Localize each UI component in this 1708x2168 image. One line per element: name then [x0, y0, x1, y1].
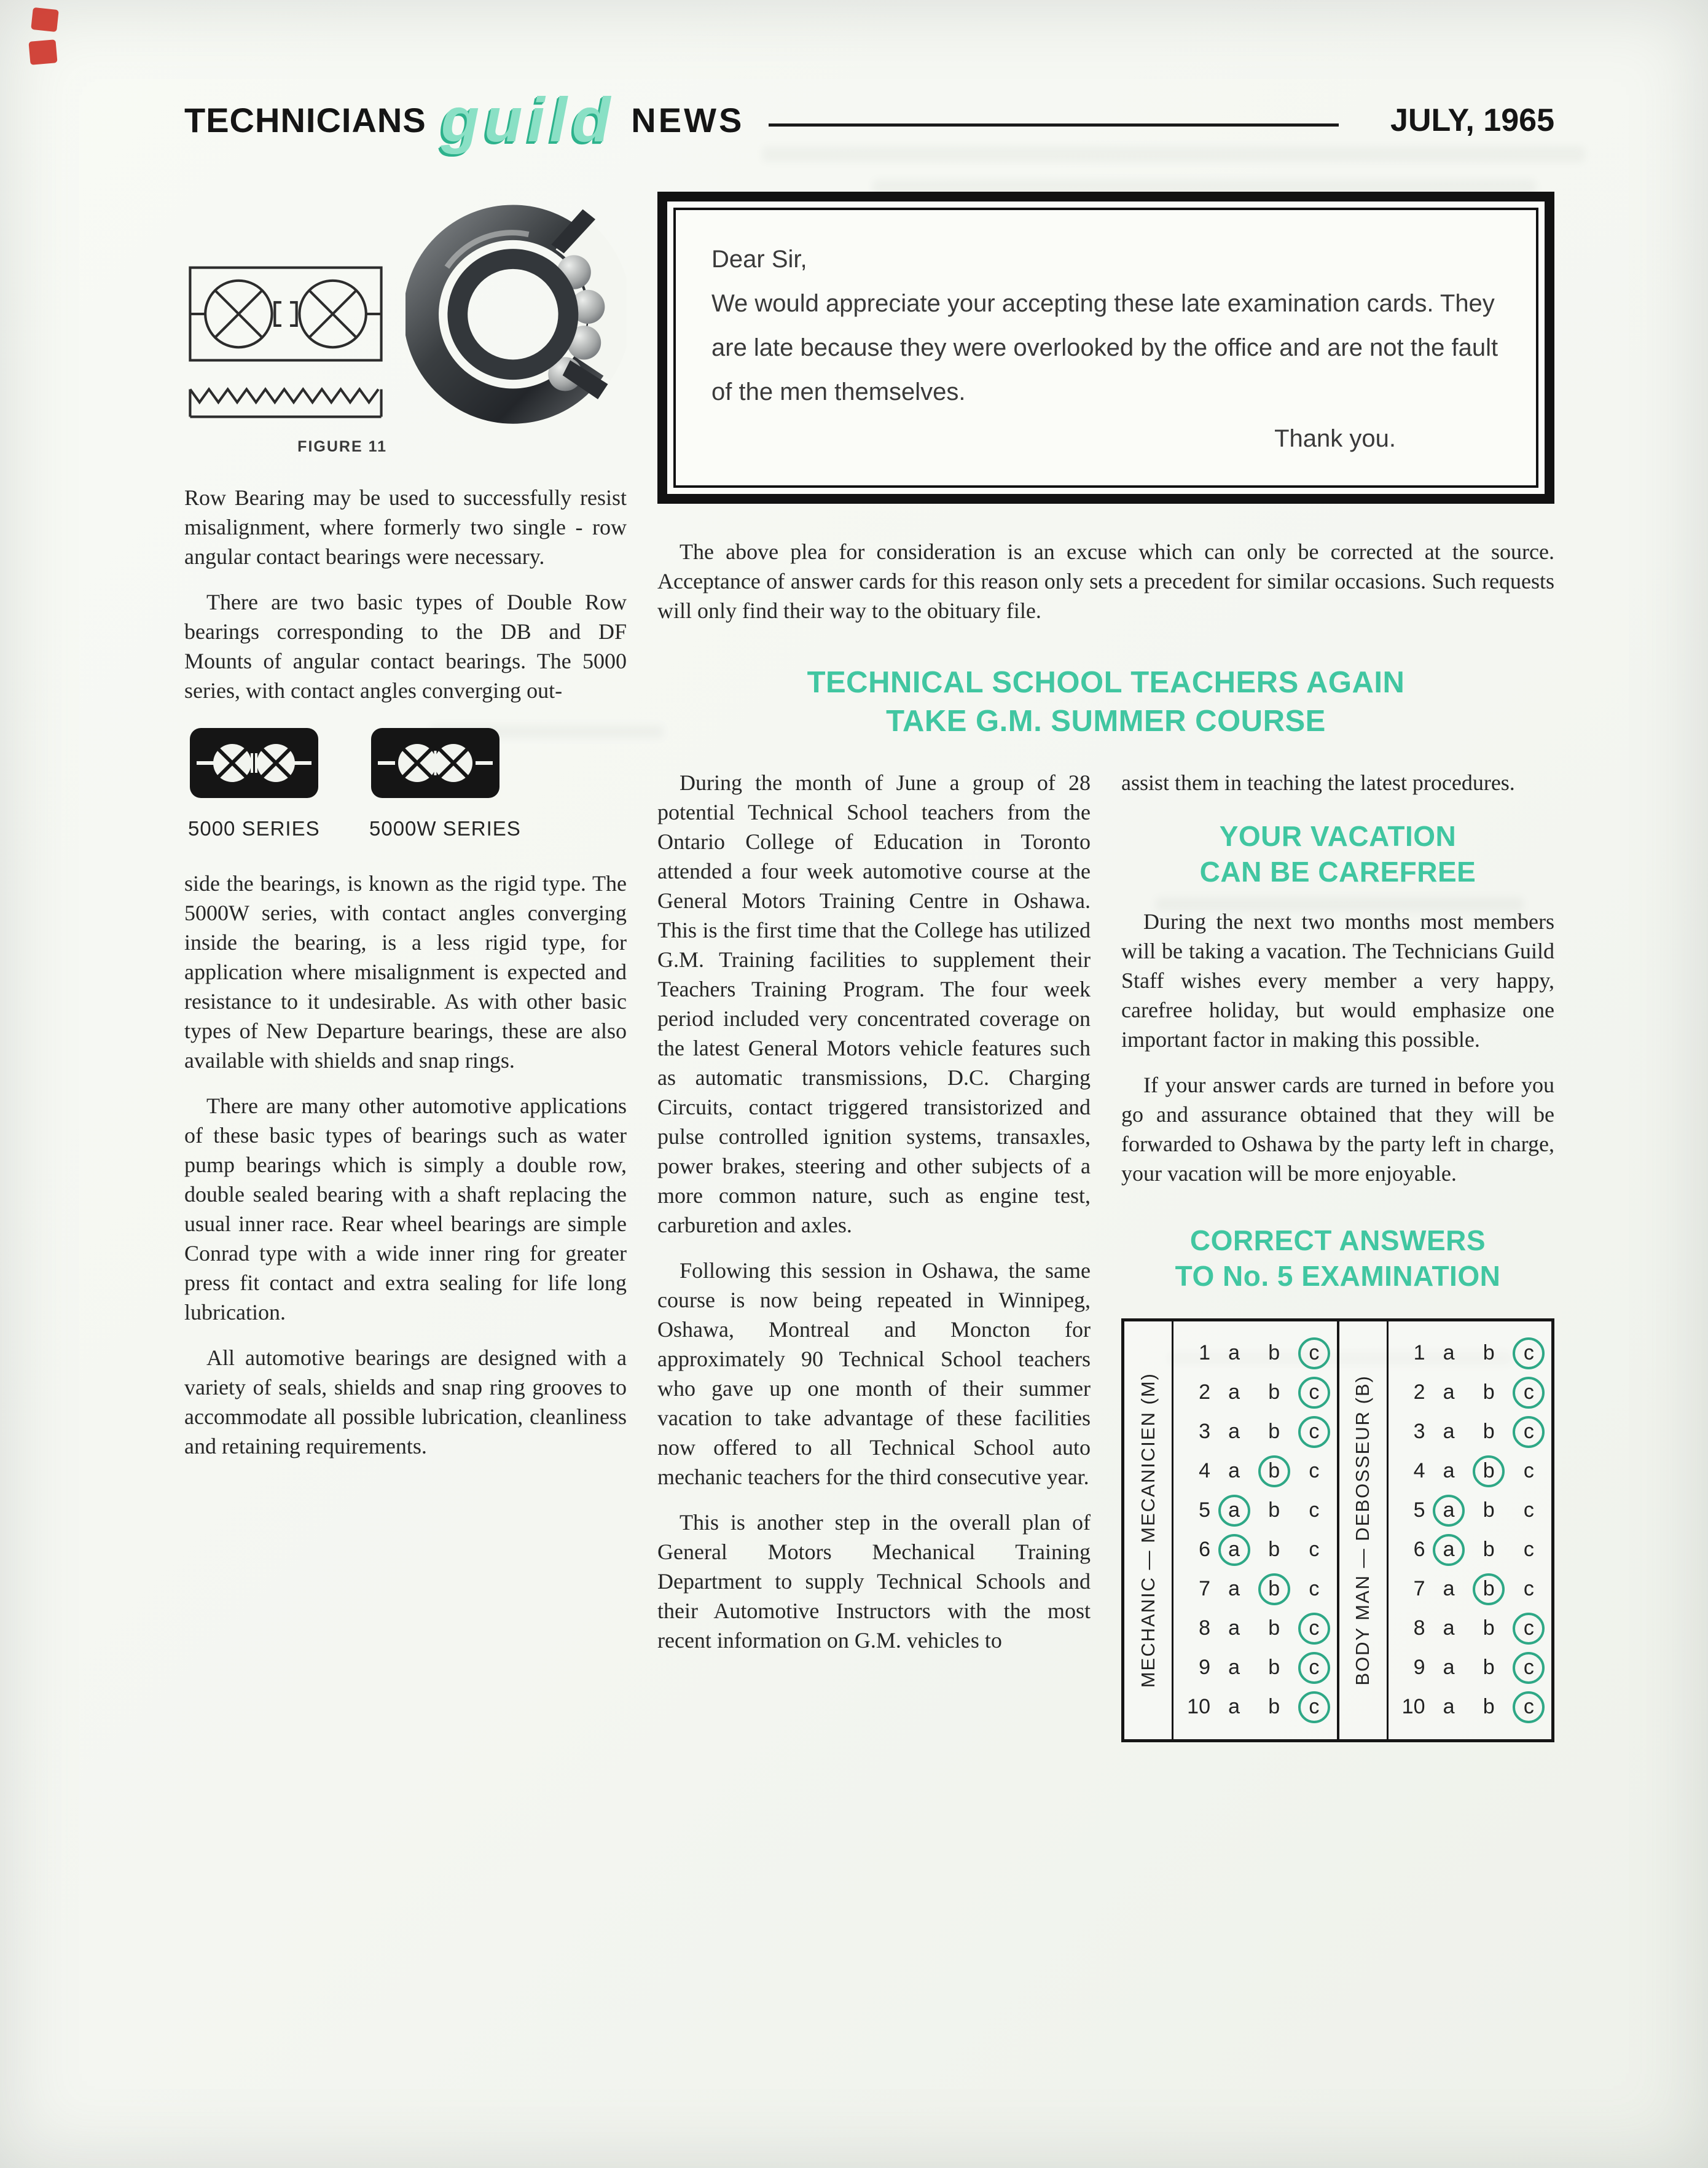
answers-title-line2: TO No. 5 EXAMINATION [1175, 1259, 1501, 1292]
answer-option-b: b [1483, 1341, 1495, 1365]
letter-salutation: Dear Sir, [711, 245, 807, 273]
answer-option-b: b [1268, 1656, 1280, 1680]
masthead-rule [769, 123, 1339, 127]
letter-body: We would appreciate your accepting these late examination cards. They are late because they were overlooked by the office and are not the fault of the men themselves. [711, 289, 1498, 405]
answer-option-a: a [1443, 1459, 1455, 1483]
bearing-photo [405, 192, 627, 456]
answer-option-a: a [1443, 1341, 1455, 1365]
paragraph: Following this session in Oshawa, the same course is now being repeated in Winnipeg, Oshawa, Montreal and Moncton for approximately 90 Technical School teachers who gave up one month of their summer vacation to take advantage of these facilities now offered to all Technical School auto mechanic teachers for the third consecutive year. [657, 1258, 1091, 1489]
figure-11 [184, 192, 627, 456]
vacation-title-line1: YOUR VACATION [1219, 820, 1457, 852]
answer-row [1178, 1688, 1334, 1727]
answer-number: 8 [1413, 1616, 1425, 1640]
answer-option-c: c [1309, 1577, 1320, 1601]
series-label: 5000 SERIES [188, 816, 320, 840]
series-figure-5000w [369, 726, 521, 840]
answer-number: 10 [1401, 1695, 1425, 1719]
vacation-title [1121, 818, 1554, 890]
answer-option-c: c [1309, 1538, 1320, 1562]
answer-option-c: c [1513, 1652, 1545, 1684]
answer-option-c: c [1298, 1613, 1330, 1645]
answer-option-b: b [1268, 1695, 1280, 1719]
answer-row [1393, 1412, 1549, 1452]
answer-option-c: c [1513, 1613, 1545, 1645]
answer-row [1393, 1334, 1549, 1373]
answer-option-b: b [1258, 1573, 1290, 1605]
answer-row [1393, 1491, 1549, 1530]
answer-row [1178, 1412, 1334, 1452]
answer-number: 7 [1199, 1577, 1210, 1601]
answer-panel-bodyman [1337, 1321, 1552, 1739]
article-title [657, 663, 1554, 741]
answer-option-c: c [1523, 1498, 1534, 1522]
answer-number: 3 [1413, 1420, 1425, 1444]
article-paragraphs [657, 768, 1091, 1655]
left-paragraphs-top [184, 483, 627, 705]
answer-number: 9 [1413, 1656, 1425, 1680]
answer-number: 6 [1199, 1538, 1210, 1562]
answer-option-b: b [1483, 1538, 1495, 1562]
answer-rows [1173, 1321, 1337, 1739]
paragraph: There are two basic types of Double Row bearings corresponding to the DB and DF Mounts of angular contact bearings. The 5000 series, with contact angles converging out- [184, 589, 627, 703]
answer-option-b: b [1483, 1498, 1495, 1522]
answer-number: 1 [1199, 1341, 1210, 1365]
answer-row [1178, 1452, 1334, 1491]
paragraph: During the month of June a group of 28 potential Technical School teachers from the Ontario College of Education in Toronto attended a four week automotive course at the General Motors Training Centre in Oshawa. This is the first time that the College has utilized G.M. Training facilities to supplement their Teachers Training Program. The four week period included very concentrated coverage on the latest General Motors vehicle features such as automatic transmissions, D.C. Charging Circuits, contact triggered transistorized and pulse controlled ignition systems, transaxles, power brakes, steering and other subjects of a more common nature, such as engine test, carburetion and axles. [657, 770, 1091, 1237]
paragraph: side the bearings, is known as the rigid type. The 5000W series, with contact angles converging inside the bearing, is a less rigid type, for application where misalignment is expected and resistance to it undesirable. As with other basic types of New Departure bearings, these are also available with shields and snap rings. [184, 871, 627, 1073]
answer-row [1178, 1648, 1334, 1688]
answer-option-a: a [1228, 1577, 1240, 1601]
answer-option-b: b [1473, 1573, 1505, 1605]
answer-row [1178, 1491, 1334, 1530]
answer-row [1178, 1570, 1334, 1609]
answers-title [1121, 1223, 1554, 1294]
answer-option-a: a [1228, 1420, 1240, 1444]
panel-label: MECHANIC — MECANICIEN (M) [1137, 1372, 1159, 1688]
answer-row [1393, 1609, 1549, 1648]
answer-option-b: b [1268, 1498, 1280, 1522]
answer-option-a: a [1228, 1616, 1240, 1640]
answer-option-c: c [1513, 1416, 1545, 1448]
answer-row [1178, 1373, 1334, 1412]
answer-row [1393, 1570, 1549, 1609]
answers-title-line1: CORRECT ANSWERS [1189, 1224, 1486, 1256]
article-title-line1: TECHNICAL SCHOOL TEACHERS AGAIN [807, 665, 1405, 699]
letter-closing: Thank you. [1274, 425, 1396, 452]
answer-option-a: a [1433, 1495, 1465, 1527]
masthead-section: NEWS [631, 101, 745, 140]
masthead [184, 85, 1554, 155]
answer-row [1393, 1530, 1549, 1570]
answer-option-a: a [1443, 1577, 1455, 1601]
answer-option-c: c [1513, 1377, 1545, 1409]
answer-option-b: b [1483, 1420, 1495, 1444]
answer-option-b: b [1473, 1455, 1505, 1487]
answer-option-b: b [1268, 1538, 1280, 1562]
answer-option-a: a [1228, 1341, 1240, 1365]
answer-option-c: c [1309, 1459, 1320, 1483]
answer-option-b: b [1483, 1695, 1495, 1719]
answer-number: 2 [1413, 1380, 1425, 1404]
answer-rows [1389, 1321, 1552, 1739]
answer-table [1121, 1318, 1554, 1742]
answer-option-c: c [1298, 1337, 1330, 1369]
answer-option-b: b [1483, 1380, 1495, 1404]
answer-option-a: a [1218, 1495, 1250, 1527]
answer-option-c: c [1513, 1337, 1545, 1369]
answer-number: 6 [1413, 1538, 1425, 1562]
answer-option-c: c [1513, 1691, 1545, 1723]
answer-number: 5 [1413, 1498, 1425, 1522]
answer-option-a: a [1433, 1534, 1465, 1566]
vacation-title-line2: CAN BE CAREFREE [1199, 855, 1476, 888]
series-label: 5000W SERIES [369, 816, 521, 840]
answer-option-c: c [1298, 1691, 1330, 1723]
answer-number: 10 [1187, 1695, 1210, 1719]
answer-option-a: a [1443, 1656, 1455, 1680]
paragraph: This is another step in the overall plan of General Motors Mechanical Training Department to supply Technical Schools and their Automotive Instructors with the most recent information on G.M. vehicles to [657, 1509, 1091, 1653]
paragraph: All automotive bearings are designed with a variety of seals, shields and snap ring grooves to accommodate all possible lubrication, cleanliness and retaining requirements. [184, 1345, 627, 1458]
answer-row [1178, 1609, 1334, 1648]
answer-option-a: a [1218, 1534, 1250, 1566]
paragraph: There are many other automotive applications of these basic types of bearings such as water pump bearings which is simply a double row, double sealed bearing with a shaft replacing the usual inner race. Rear wheel bearings are simple Conrad type with a wide inner ring for greater press fit contact and extra sealing for life long lubrication. [184, 1093, 627, 1325]
answer-option-c: c [1298, 1416, 1330, 1448]
bearing-symbol-5000w-icon [369, 726, 501, 800]
answer-option-b: b [1483, 1616, 1495, 1640]
issue-date: JULY, 1965 [1390, 102, 1554, 138]
answer-option-c: c [1309, 1498, 1320, 1522]
answer-row [1178, 1530, 1334, 1570]
masthead-brand: TECHNICIANS [184, 101, 426, 140]
answer-number: 4 [1199, 1459, 1210, 1483]
letter-box [657, 192, 1554, 504]
answer-option-a: a [1443, 1380, 1455, 1404]
answer-option-c: c [1523, 1577, 1534, 1601]
answer-option-b: b [1258, 1455, 1290, 1487]
plea-paragraph: The above plea for consideration is an excuse which can only be corrected at the source. Acceptance of answer cards for this reason only sets a precedent for similar occasions. Such requests will only find their way to the obituary file. [657, 539, 1554, 623]
answer-option-b: b [1268, 1420, 1280, 1444]
left-paragraphs-bottom [184, 869, 627, 1461]
letter-inner-frame [673, 208, 1538, 488]
answer-option-a: a [1228, 1656, 1240, 1680]
series-figures [188, 726, 627, 840]
answer-row [1178, 1334, 1334, 1373]
answer-row [1393, 1373, 1549, 1412]
answer-option-c: c [1298, 1377, 1330, 1409]
right-area [657, 192, 1554, 1742]
series-figure-5000 [188, 726, 320, 840]
answer-number: 3 [1199, 1420, 1210, 1444]
answer-option-c: c [1523, 1459, 1534, 1483]
answer-number: 4 [1413, 1459, 1425, 1483]
answer-option-b: b [1483, 1656, 1495, 1680]
article-title-line2: TAKE G.M. SUMMER COURSE [886, 704, 1326, 738]
answer-option-a: a [1443, 1695, 1455, 1719]
answer-option-b: b [1268, 1616, 1280, 1640]
left-column [184, 192, 627, 1742]
answer-row [1393, 1688, 1549, 1727]
middle-column [657, 768, 1091, 1742]
answer-panel-mechanic [1124, 1321, 1337, 1739]
paragraph: If your answer cards are turned in before you go and assurance obtained that they will be forwarded to Oshawa by the party left in charge, your vacation will be more enjoyable. [1121, 1072, 1554, 1186]
right-column [1121, 768, 1554, 1742]
paragraph: Row Bearing may be used to successfully resist misalignment, where formerly two single - row angular contact bearings were necessary. [184, 485, 627, 569]
answer-option-a: a [1443, 1616, 1455, 1640]
answer-number: 1 [1413, 1341, 1425, 1365]
figure-caption: FIGURE 11 [297, 437, 387, 455]
answer-option-b: b [1268, 1341, 1280, 1365]
answer-option-c: c [1298, 1652, 1330, 1684]
answer-option-a: a [1443, 1420, 1455, 1444]
answer-number: 9 [1199, 1656, 1210, 1680]
answer-number: 8 [1199, 1616, 1210, 1640]
answer-number: 5 [1199, 1498, 1210, 1522]
vacation-paragraphs [1121, 907, 1554, 1188]
bearing-cross-section-drawing [184, 250, 387, 434]
guild-logo: guild [441, 85, 616, 155]
answer-option-a: a [1228, 1695, 1240, 1719]
answer-row [1393, 1648, 1549, 1688]
panel-label: BODY MAN — DEBOSSEUR (B) [1352, 1374, 1373, 1686]
paragraph: During the next two months most members will be taking a vacation. The Technicians Guild Staff wishes every member a very happy, carefree holiday, but would emphasize one important factor in making this possible. [1121, 909, 1554, 1052]
bearing-symbol-5000-icon [188, 726, 320, 800]
panel-label-cell [1124, 1321, 1173, 1739]
panel-label-cell [1339, 1321, 1389, 1739]
answer-option-a: a [1228, 1380, 1240, 1404]
answer-number: 7 [1413, 1577, 1425, 1601]
answer-number: 2 [1199, 1380, 1210, 1404]
answer-option-a: a [1228, 1459, 1240, 1483]
answer-row [1393, 1452, 1549, 1491]
article-continuation: assist them in teaching the latest procedures. [1121, 770, 1515, 795]
answer-option-b: b [1268, 1380, 1280, 1404]
answer-option-c: c [1523, 1538, 1534, 1562]
